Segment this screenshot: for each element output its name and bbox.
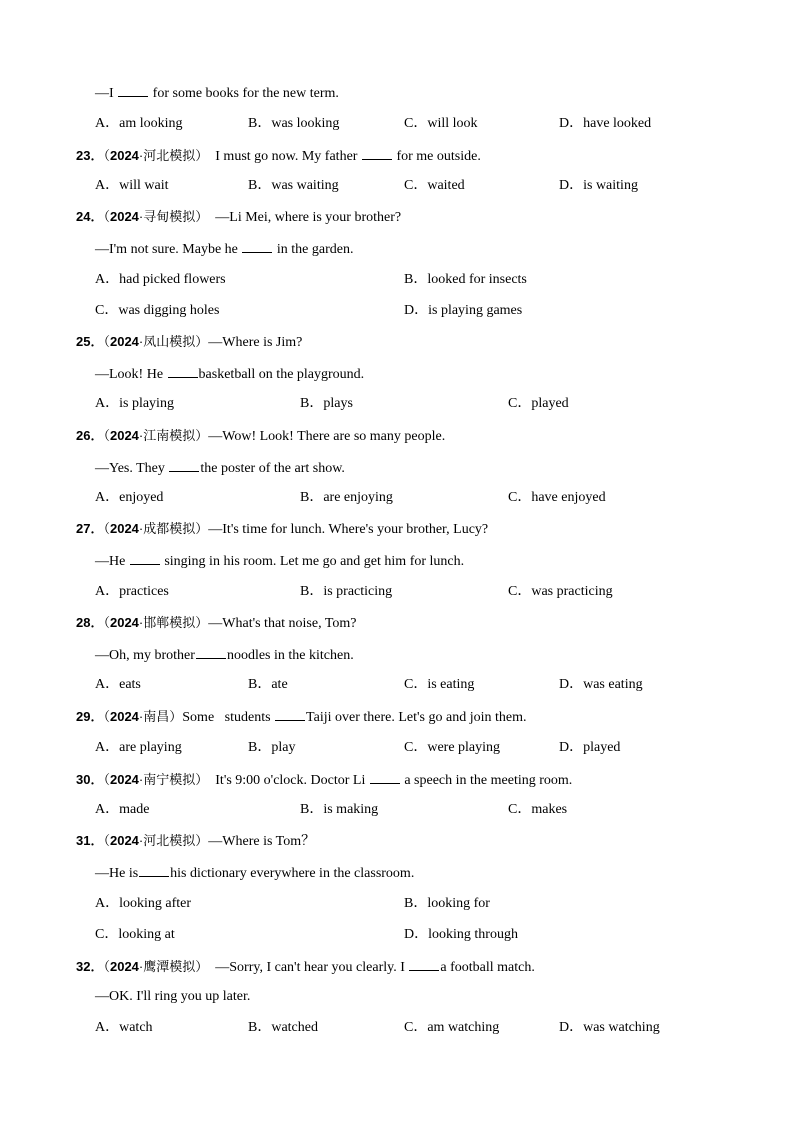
q25-number: 25． [76, 334, 104, 349]
q29-number: 29． [76, 709, 104, 724]
q22-option-b[interactable]: B．was looking [248, 116, 340, 131]
q24-option-c[interactable]: C．was digging holes [95, 303, 220, 318]
q30-number: 30． [76, 772, 104, 787]
q26-blank[interactable] [169, 458, 199, 472]
q28-blank[interactable] [196, 645, 226, 659]
q29-stem-text-a: Some students [182, 710, 271, 725]
q31-source: （2024·河北模拟） [103, 833, 209, 848]
q26-answer-line [95, 458, 345, 478]
q32-option-b[interactable]: B．watched [248, 1020, 318, 1035]
q31-option-d[interactable]: D．looking through [404, 927, 518, 942]
q23-blank[interactable] [362, 146, 392, 160]
q30-stem [76, 770, 572, 790]
q25-source: （2024·凤山模拟） [103, 334, 209, 349]
q23-source: （2024·河北模拟） [103, 148, 209, 163]
q25-option-c[interactable]: C．played [508, 396, 569, 411]
q29-option-c[interactable]: C．were playing [404, 740, 501, 755]
q25-line-text-a: —Look! He [95, 367, 164, 382]
q27-option-c[interactable]: C．was practicing [508, 584, 613, 599]
q28-option-b[interactable]: B．ate [248, 677, 288, 692]
q32-number: 32． [76, 959, 104, 974]
q30-option-c[interactable]: C．makes [508, 802, 568, 817]
q24-stem [76, 208, 401, 227]
q27-blank[interactable] [130, 551, 160, 565]
q25-stem-text: —Where is Jim? [208, 335, 303, 350]
q28-option-d[interactable]: D．was eating [559, 677, 643, 692]
q29-blank[interactable] [275, 707, 305, 721]
q28-stem-text: —What's that noise, Tom? [208, 616, 357, 631]
q29-source: （2024·南昌） [103, 709, 183, 724]
q22-option-a[interactable]: A．am looking [95, 116, 183, 131]
q27-option-b[interactable]: B．is practicing [300, 584, 393, 599]
q27-stem [76, 520, 488, 539]
q22-line-text-b: for some books for the new term. [152, 86, 339, 101]
q32-stem-text-b: a football match. [440, 960, 535, 975]
q26-stem [76, 427, 445, 446]
q23-option-a[interactable]: A．will wait [95, 178, 169, 193]
q24-option-b[interactable]: B．looked for insects [404, 272, 527, 287]
q26-option-c[interactable]: C．have enjoyed [508, 490, 606, 505]
q27-stem-text: —It's time for lunch. Where's your brother, Lucy? [208, 522, 489, 537]
q26-option-b[interactable]: B．are enjoying [300, 490, 393, 505]
q23-stem-text-a: I must go now. My father [215, 149, 358, 164]
q25-blank[interactable] [168, 364, 198, 378]
q29-stem [76, 707, 526, 727]
q31-option-a[interactable]: A．looking after [95, 896, 192, 911]
q26-stem-text: —Wow! Look! There are so many people. [208, 429, 446, 444]
q24-blank[interactable] [242, 239, 272, 253]
q31-answer-line [95, 863, 414, 883]
q31-option-c[interactable]: C．looking at [95, 927, 175, 942]
q24-stem-text: —Li Mei, where is your brother? [215, 210, 402, 225]
q32-stem [76, 957, 535, 977]
q31-blank[interactable] [139, 863, 169, 877]
q25-option-b[interactable]: B．plays [300, 396, 353, 411]
q27-line-text-b: singing in his room. Let me go and get him for lunch. [164, 554, 465, 569]
q24-answer-line [95, 239, 353, 259]
q22-line-text-a: —I [95, 86, 114, 101]
q29-stem-text-b: Taiji over there. Let's go and join them. [306, 710, 527, 725]
q30-option-a[interactable]: A．made [95, 802, 150, 817]
q32-source: （2024·鹰潭模拟） [103, 959, 209, 974]
q25-option-a[interactable]: A．is playing [95, 396, 174, 411]
q26-line-text-b: the poster of the art show. [200, 461, 345, 476]
q32-stem-text-a: —Sorry, I can't hear you clearly. I [215, 960, 405, 975]
q31-stem-text: —Where is Tom？ [208, 834, 316, 849]
q30-stem-text-b: a speech in the meeting room. [404, 773, 573, 788]
q23-stem [76, 146, 481, 166]
q24-line-text-b: in the garden. [276, 242, 354, 257]
q30-source: （2024·南宁模拟） [103, 772, 209, 787]
q31-line-text-a: —He is [95, 866, 139, 881]
q22-answer-line [95, 83, 339, 103]
q25-stem [76, 333, 302, 352]
q32-option-a[interactable]: A．watch [95, 1020, 153, 1035]
q29-option-d[interactable]: D．played [559, 740, 621, 755]
q28-line-text-a: —Oh, my brother [95, 648, 195, 663]
q24-number: 24． [76, 209, 104, 224]
q31-stem [76, 832, 315, 851]
q22-option-c[interactable]: C．will look [404, 116, 478, 131]
q25-line-text-b: basketball on the playground. [198, 367, 365, 382]
q28-answer-line [95, 645, 354, 665]
q32-option-d[interactable]: D．was watching [559, 1020, 660, 1035]
q27-source: （2024·成都模拟） [103, 521, 209, 536]
q27-line-text-a: —He [95, 554, 126, 569]
q23-stem-text-b: for me outside. [396, 149, 481, 164]
q32-answer-line: —OK. I'll ring you up later. [95, 989, 251, 1004]
q29-option-a[interactable]: A．are playing [95, 740, 182, 755]
q31-option-b[interactable]: B．looking for [404, 896, 490, 911]
q28-option-a[interactable]: A．eats [95, 677, 141, 692]
q26-number: 26． [76, 428, 104, 443]
q28-line-text-b: noodles in the kitchen. [226, 648, 354, 663]
q25-answer-line [95, 364, 364, 384]
q27-answer-line [95, 551, 464, 571]
q24-line-text-a: —I'm not sure. Maybe he [95, 242, 238, 257]
q28-source: （2024·邯郸模拟） [103, 615, 209, 630]
q27-option-a[interactable]: A．practices [95, 584, 169, 599]
q26-line-text-a: —Yes. They [95, 461, 165, 476]
q30-stem-text-a: It's 9:00 o'clock. Doctor Li [215, 773, 366, 788]
q26-option-a[interactable]: A．enjoyed [95, 490, 164, 505]
q27-number: 27． [76, 521, 104, 536]
q28-stem [76, 614, 357, 633]
q29-option-b[interactable]: B．play [248, 740, 296, 755]
q32-option-c[interactable]: C．am watching [404, 1020, 500, 1035]
q23-option-b[interactable]: B．was waiting [248, 178, 339, 193]
q30-blank[interactable] [370, 770, 400, 784]
q22-blank[interactable] [118, 83, 148, 97]
q23-option-d[interactable]: D．is waiting [559, 178, 638, 193]
q26-source: （2024·江南模拟） [103, 428, 209, 443]
q31-number: 31． [76, 833, 104, 848]
q28-number: 28． [76, 615, 104, 630]
q24-option-d[interactable]: D．is playing games [404, 303, 523, 318]
q23-option-c[interactable]: C．waited [404, 178, 465, 193]
q31-line-text-b: his dictionary everywhere in the classroom. [170, 866, 415, 881]
q30-option-b[interactable]: B．is making [300, 802, 379, 817]
q32-blank[interactable] [409, 957, 439, 971]
q28-option-c[interactable]: C．is eating [404, 677, 475, 692]
q24-option-a[interactable]: A．had picked flowers [95, 272, 226, 287]
q24-source: （2024·寻甸模拟） [103, 209, 209, 224]
q23-number: 23． [76, 148, 104, 163]
q22-option-d[interactable]: D．have looked [559, 116, 652, 131]
